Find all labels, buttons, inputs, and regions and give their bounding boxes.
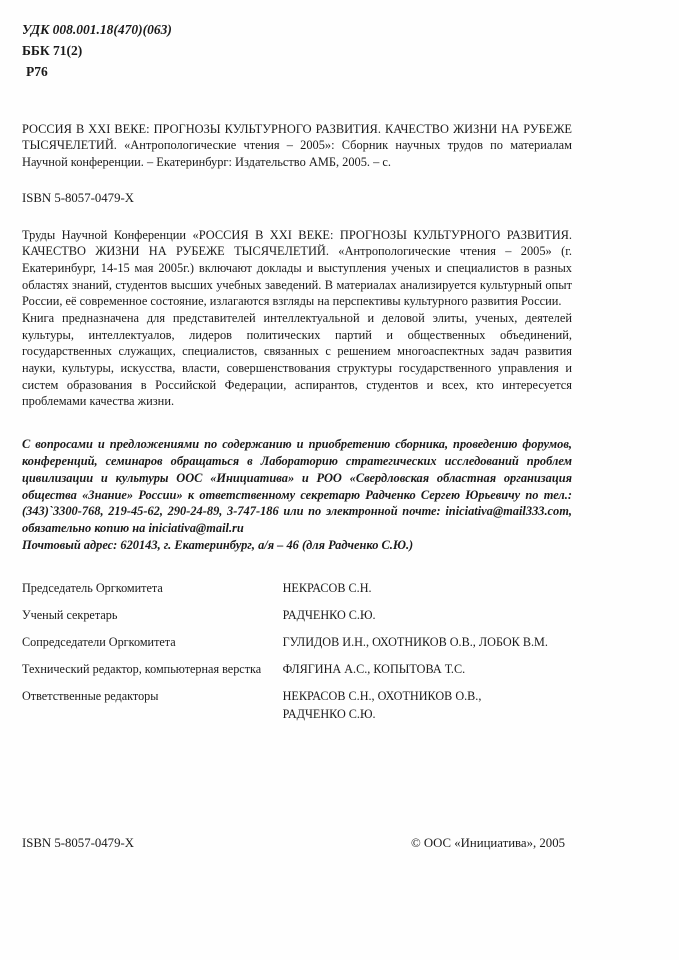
staff-role: Председатель Оргкомитета [22, 581, 163, 595]
table-row [22, 634, 572, 661]
table-row [22, 661, 572, 688]
table-row [22, 607, 572, 634]
classification-codes [22, 20, 572, 83]
abstract-paragraph-2: Книга предназначена для представителей интеллектуальной и деловой элиты, ученых, деятелей культуры, интеллектуалов, лидеров политических партий и общественных объединений, государственных служащих, специалистов, связанных с решением многоаспектных задач развития науки, культуры, искусства, власти, совершенствования структуры государственного управления и систем образования в Российской Федерации, аспирантов, студентов и всех, кто интересуется проблемами качества жизни. [22, 310, 572, 409]
staff-name [283, 688, 572, 733]
page-footer [22, 836, 575, 851]
abstract-text [22, 227, 572, 410]
staff-name: ГУЛИДОВ И.Н., ОХОТНИКОВ О.В., ЛОБОК В.М. [282, 635, 548, 650]
staff-table [22, 580, 572, 734]
staff-name-line: РАДЧЕНКО С.Ю. [282, 707, 376, 722]
staff-role: Ученый секретарь [22, 608, 118, 623]
contact-block [22, 436, 572, 554]
staff-role: Технический редактор, компьютерная верстка [22, 662, 262, 677]
table-row [22, 688, 572, 733]
table-row [22, 580, 572, 607]
bibliographic-title: РОССИЯ В XXI ВЕКЕ: ПРОГНОЗЫ КУЛЬТУРНОГО РАЗВИТИЯ. КАЧЕСТВО ЖИЗНИ НА РУБЕЖЕ ТЫСЯЧЕЛЕТИЙ. «Антропологические чтения – 2005»: Сборник научных трудов по материалам Научной конференции. – Екатеринбург: Издательство АМБ, 2005. – с. [22, 121, 572, 169]
staff-name: РАДЧЕНКО С.Ю. [282, 608, 376, 623]
bbk-code: ББК 71(2) [22, 42, 83, 58]
udk-code: УДК 008.001.18(470)(063) [22, 22, 172, 37]
page-content [22, 20, 572, 734]
staff-name: НЕКРАСОВ С.Н. [282, 581, 372, 595]
contact-paragraph: С вопросами и предложениями по содержанию и приобретению сборника, проведению форумов, конференций, семинаров обращаться в Лабораторию стратегических исследований проблем цивилизации и культуры ООС «Инициатива» и РОО «Свердловская областная организация общества «Знание» России» к ответственному секретарю Радченко Сергею Юрьевичу по тел.: (343)`3300-768, 219-45-62, 290-24-89, 3-747-186 или по электронной почте: iniciativa@mail333.com, обязательно копию на iniciativa@mail.ru [22, 436, 572, 536]
copyright-notice: © ООС «Инициатива», 2005 [410, 836, 565, 850]
staff-name-line: НЕКРАСОВ С.Н., ОХОТНИКОВ О.В., [282, 689, 482, 704]
staff-role: Сопредседатели Оргкомитета [22, 635, 176, 650]
shelf-code: Р76 [26, 63, 48, 79]
abstract-paragraph-1: Труды Научной Конференции «РОССИЯ В XXI ВЕКЕ: ПРОГНОЗЫ КУЛЬТУРНОГО РАЗВИТИЯ. КАЧЕСТВО ЖИЗНИ НА РУБЕЖЕ ТЫСЯЧЕЛЕТИЙ. «Антропологические чтения – 2005» (г. Екатеринбург, 14-15 мая 2005г.) включают доклады и выступления ученых и специалистов в разных областях знаний, студентов высших учебных заведений. В материалах анализируется культурный опыт России, её современное состояние, излагаются взгляды на перспективы культурного развития России. [22, 227, 572, 309]
isbn-primary: ISBN 5-8057-0479-X [22, 190, 134, 205]
isbn-footer: ISBN 5-8057-0479-X [22, 836, 134, 850]
staff-role: Ответственные редакторы [22, 689, 159, 704]
postal-address: Почтовый адрес: 620143, г. Екатеринбург, а/я – 46 (для Радченко С.Ю.) [22, 538, 414, 553]
staff-name: ФЛЯГИНА А.С., КОПЫТОВА Т.С. [282, 662, 466, 677]
